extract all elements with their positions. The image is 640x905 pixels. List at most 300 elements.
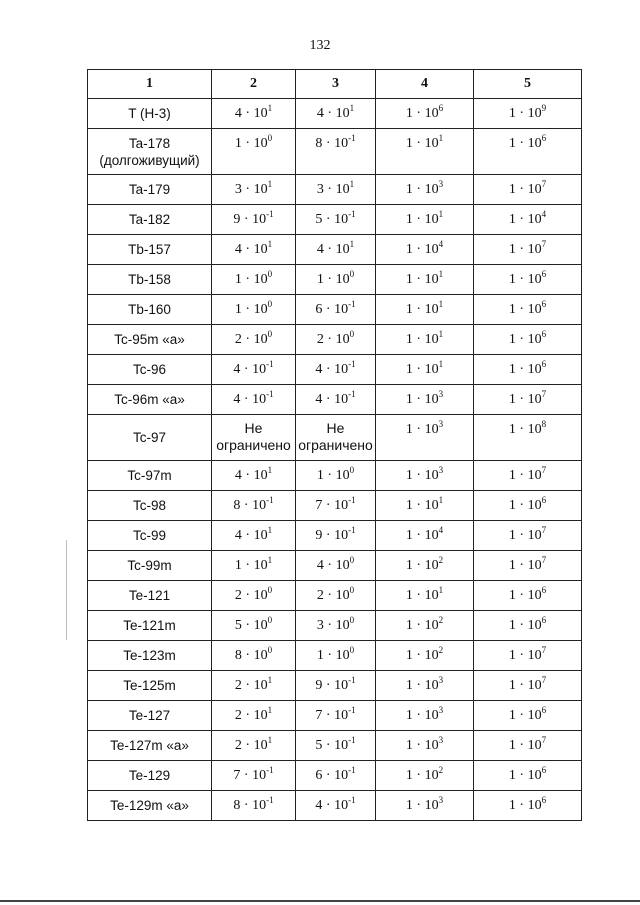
mantissa: 1 bbox=[508, 678, 516, 693]
mantissa: 3 bbox=[234, 182, 242, 197]
exponent: 1 bbox=[438, 209, 444, 219]
mantissa: 1 bbox=[405, 392, 413, 407]
value-cell-col4 bbox=[376, 265, 474, 295]
value-cell-col2 bbox=[212, 99, 296, 129]
exponent: -1 bbox=[348, 735, 356, 745]
value-cell-col2 bbox=[212, 611, 296, 641]
multiply-dot: · 10 bbox=[323, 242, 350, 257]
mantissa: 1 bbox=[405, 708, 413, 723]
multiply-dot: · 10 bbox=[241, 302, 268, 317]
mantissa: 1 bbox=[405, 798, 413, 813]
exponent: 3 bbox=[438, 735, 444, 745]
value-cell-col3 bbox=[296, 99, 376, 129]
multiply-dot: · 10 bbox=[515, 212, 542, 227]
multiply-dot: · 10 bbox=[412, 136, 439, 151]
value-cell-col2 bbox=[212, 385, 296, 415]
multiply-dot: · 10 bbox=[323, 558, 350, 573]
exponent: -1 bbox=[348, 133, 356, 143]
exponent: 0 bbox=[349, 465, 355, 475]
value-cell-col3 bbox=[296, 611, 376, 641]
multiply-dot: · 10 bbox=[241, 678, 268, 693]
exponent: 6 bbox=[541, 269, 547, 279]
unlimited-text: Не ограничено bbox=[216, 420, 291, 453]
table-row bbox=[88, 521, 582, 551]
exponent: -1 bbox=[348, 705, 356, 715]
multiply-dot: · 10 bbox=[412, 588, 439, 603]
exponent: 1 bbox=[438, 495, 444, 505]
value-cell-col4 bbox=[376, 611, 474, 641]
value-cell-col3 bbox=[296, 731, 376, 761]
nuclide-cell: Tc-96m «a» bbox=[88, 385, 212, 415]
value-cell-col2 bbox=[212, 355, 296, 385]
exponent: 0 bbox=[349, 269, 355, 279]
value-cell-col5 bbox=[474, 611, 582, 641]
value-cell-col3 bbox=[296, 671, 376, 701]
nuclide-cell: T (H-3) bbox=[88, 99, 212, 129]
multiply-dot: · 10 bbox=[240, 392, 267, 407]
mantissa: 1 bbox=[405, 272, 413, 287]
value-cell-col4 bbox=[376, 761, 474, 791]
exponent: 0 bbox=[349, 585, 355, 595]
mantissa: 2 bbox=[316, 332, 324, 347]
exponent: -1 bbox=[348, 495, 356, 505]
multiply-dot: · 10 bbox=[515, 362, 542, 377]
multiply-dot: · 10 bbox=[515, 106, 542, 121]
mantissa: 4 bbox=[234, 468, 242, 483]
value-cell-col4 bbox=[376, 175, 474, 205]
multiply-dot: · 10 bbox=[241, 332, 268, 347]
value-cell-col3 bbox=[296, 265, 376, 295]
nuclide-cell: Tc-96 bbox=[88, 355, 212, 385]
mantissa: 1 bbox=[508, 212, 516, 227]
table-row bbox=[88, 491, 582, 521]
multiply-dot: · 10 bbox=[241, 106, 268, 121]
multiply-dot: · 10 bbox=[323, 332, 350, 347]
mantissa: 4 bbox=[233, 392, 241, 407]
table-body bbox=[88, 99, 582, 821]
multiply-dot: · 10 bbox=[323, 468, 350, 483]
multiply-dot: · 10 bbox=[515, 618, 542, 633]
mantissa: 4 bbox=[234, 528, 242, 543]
exponent: 0 bbox=[267, 645, 273, 655]
exponent: 3 bbox=[438, 465, 444, 475]
mantissa: 2 bbox=[234, 738, 242, 753]
mantissa: 1 bbox=[508, 468, 516, 483]
multiply-dot: · 10 bbox=[412, 182, 439, 197]
value-cell-col5 bbox=[474, 295, 582, 325]
multiply-dot: · 10 bbox=[412, 648, 439, 663]
exponent: -1 bbox=[348, 525, 356, 535]
value-cell-col3 bbox=[296, 491, 376, 521]
mantissa: 1 bbox=[405, 106, 413, 121]
mantissa: 2 bbox=[234, 678, 242, 693]
nuclide-cell: Ta-179 bbox=[88, 175, 212, 205]
mantissa: 1 bbox=[508, 392, 516, 407]
mantissa: 1 bbox=[316, 648, 324, 663]
nuclide-cell: Tc-97m bbox=[88, 461, 212, 491]
mantissa: 1 bbox=[405, 212, 413, 227]
exponent: -1 bbox=[266, 765, 274, 775]
multiply-dot: · 10 bbox=[515, 392, 542, 407]
value-cell-col3 bbox=[296, 551, 376, 581]
value-cell-col5 bbox=[474, 205, 582, 235]
multiply-dot: · 10 bbox=[240, 798, 267, 813]
multiply-dot: · 10 bbox=[323, 106, 350, 121]
mantissa: 1 bbox=[234, 272, 242, 287]
value-cell-col2 bbox=[212, 265, 296, 295]
table-row bbox=[88, 99, 582, 129]
exponent: -1 bbox=[266, 209, 274, 219]
value-cell-col3 bbox=[296, 761, 376, 791]
mantissa: 7 bbox=[315, 708, 323, 723]
mantissa: 1 bbox=[508, 768, 516, 783]
value-cell-col2 bbox=[212, 129, 296, 175]
mantissa: 2 bbox=[234, 708, 242, 723]
exponent: 9 bbox=[541, 103, 547, 113]
value-cell-col2 bbox=[212, 235, 296, 265]
exponent: 7 bbox=[541, 645, 547, 655]
exponent: -1 bbox=[348, 765, 356, 775]
column-header-3: 3 bbox=[296, 70, 376, 99]
exponent: 7 bbox=[541, 675, 547, 685]
value-cell-col4 bbox=[376, 325, 474, 355]
value-cell-col5 bbox=[474, 235, 582, 265]
exponent: 3 bbox=[438, 179, 444, 189]
multiply-dot: · 10 bbox=[412, 498, 439, 513]
exponent: 0 bbox=[267, 133, 273, 143]
multiply-dot: · 10 bbox=[515, 588, 542, 603]
value-cell-col3 bbox=[296, 205, 376, 235]
exponent: -1 bbox=[266, 795, 274, 805]
value-cell-col3 bbox=[296, 355, 376, 385]
mantissa: 1 bbox=[508, 558, 516, 573]
value-cell-col4 bbox=[376, 701, 474, 731]
mantissa: 1 bbox=[405, 362, 413, 377]
nuclide-cell: Ta-178 (долгоживущий) bbox=[88, 129, 212, 175]
exponent: 0 bbox=[267, 269, 273, 279]
exponent: 7 bbox=[541, 555, 547, 565]
exponent: 3 bbox=[438, 675, 444, 685]
mantissa: 1 bbox=[508, 708, 516, 723]
multiply-dot: · 10 bbox=[412, 332, 439, 347]
table-row bbox=[88, 235, 582, 265]
mantissa: 5 bbox=[234, 618, 242, 633]
multiply-dot: · 10 bbox=[412, 362, 439, 377]
exponent: 0 bbox=[267, 585, 273, 595]
nuclide-cell: Ta-182 bbox=[88, 205, 212, 235]
nuclide-cell: Te-129 bbox=[88, 761, 212, 791]
multiply-dot: · 10 bbox=[322, 528, 349, 543]
exponent: 7 bbox=[541, 389, 547, 399]
exponent: 0 bbox=[267, 299, 273, 309]
value-cell-col3 bbox=[296, 641, 376, 671]
exponent: -1 bbox=[348, 389, 356, 399]
nuclide-cell: Te-123m bbox=[88, 641, 212, 671]
exponent: 6 bbox=[541, 299, 547, 309]
multiply-dot: · 10 bbox=[412, 302, 439, 317]
multiply-dot: · 10 bbox=[323, 618, 350, 633]
nuclide-cell: Tc-99 bbox=[88, 521, 212, 551]
value-cell-col4 bbox=[376, 355, 474, 385]
exponent: 2 bbox=[438, 615, 444, 625]
nuclide-cell: Tb-160 bbox=[88, 295, 212, 325]
multiply-dot: · 10 bbox=[322, 498, 349, 513]
value-cell-col4 bbox=[376, 581, 474, 611]
multiply-dot: · 10 bbox=[412, 798, 439, 813]
mantissa: 3 bbox=[316, 182, 324, 197]
multiply-dot: · 10 bbox=[240, 362, 267, 377]
mantissa: 4 bbox=[315, 798, 323, 813]
multiply-dot: · 10 bbox=[515, 648, 542, 663]
mantissa: 1 bbox=[405, 468, 413, 483]
exponent: 1 bbox=[267, 103, 273, 113]
value-cell-col4 bbox=[376, 129, 474, 175]
mantissa: 2 bbox=[316, 588, 324, 603]
value-cell-col4 bbox=[376, 415, 474, 461]
exponent: 1 bbox=[267, 465, 273, 475]
mantissa: 1 bbox=[508, 242, 516, 257]
multiply-dot: · 10 bbox=[322, 136, 349, 151]
table-row bbox=[88, 205, 582, 235]
exponent: 1 bbox=[438, 133, 444, 143]
table-row bbox=[88, 355, 582, 385]
multiply-dot: · 10 bbox=[241, 558, 268, 573]
exponent: 3 bbox=[438, 795, 444, 805]
multiply-dot: · 10 bbox=[240, 212, 267, 227]
value-cell-col5 bbox=[474, 521, 582, 551]
multiply-dot: · 10 bbox=[322, 678, 349, 693]
mantissa: 1 bbox=[508, 498, 516, 513]
exponent: 3 bbox=[438, 705, 444, 715]
multiply-dot: · 10 bbox=[241, 468, 268, 483]
multiply-dot: · 10 bbox=[412, 422, 439, 437]
multiply-dot: · 10 bbox=[515, 768, 542, 783]
exponent: 6 bbox=[541, 795, 547, 805]
value-cell-col4 bbox=[376, 385, 474, 415]
value-cell-col2 bbox=[212, 175, 296, 205]
value-cell-col2 bbox=[212, 731, 296, 761]
multiply-dot: · 10 bbox=[412, 106, 439, 121]
value-cell-col4 bbox=[376, 295, 474, 325]
multiply-dot: · 10 bbox=[241, 708, 268, 723]
exponent: 7 bbox=[541, 179, 547, 189]
table-row bbox=[88, 265, 582, 295]
value-cell-col2 bbox=[212, 761, 296, 791]
table-row bbox=[88, 761, 582, 791]
exponent: 1 bbox=[438, 359, 444, 369]
multiply-dot: · 10 bbox=[323, 588, 350, 603]
exponent: 2 bbox=[438, 555, 444, 565]
value-cell-col5 bbox=[474, 791, 582, 821]
exponent: 4 bbox=[438, 239, 444, 249]
mantissa: 1 bbox=[405, 618, 413, 633]
mantissa: 1 bbox=[405, 588, 413, 603]
multiply-dot: · 10 bbox=[515, 182, 542, 197]
mantissa: 1 bbox=[508, 362, 516, 377]
nuclide-cell: Tc-99m bbox=[88, 551, 212, 581]
table-row bbox=[88, 295, 582, 325]
exponent: -1 bbox=[348, 209, 356, 219]
exponent: -1 bbox=[348, 675, 356, 685]
value-cell-col3 bbox=[296, 701, 376, 731]
mantissa: 1 bbox=[508, 648, 516, 663]
exponent: 0 bbox=[349, 329, 355, 339]
mantissa: 6 bbox=[315, 768, 323, 783]
nuclide-cell: Te-127 bbox=[88, 701, 212, 731]
value-cell-col4 bbox=[376, 235, 474, 265]
multiply-dot: · 10 bbox=[515, 558, 542, 573]
mantissa: 1 bbox=[508, 182, 516, 197]
nuclide-cell: Te-121m bbox=[88, 611, 212, 641]
multiply-dot: · 10 bbox=[322, 212, 349, 227]
multiply-dot: · 10 bbox=[412, 528, 439, 543]
value-cell-col3 bbox=[296, 295, 376, 325]
multiply-dot: · 10 bbox=[515, 332, 542, 347]
exponent: -1 bbox=[348, 299, 356, 309]
multiply-dot: · 10 bbox=[515, 302, 542, 317]
exponent: 0 bbox=[349, 645, 355, 655]
multiply-dot: · 10 bbox=[323, 648, 350, 663]
exponent: 1 bbox=[349, 239, 355, 249]
value-cell-col5 bbox=[474, 175, 582, 205]
exponent: -1 bbox=[266, 359, 274, 369]
exponent: 6 bbox=[541, 329, 547, 339]
exponent: 6 bbox=[541, 615, 547, 625]
value-cell-col3 bbox=[296, 415, 376, 461]
multiply-dot: · 10 bbox=[240, 768, 267, 783]
mantissa: 1 bbox=[508, 588, 516, 603]
mantissa: 3 bbox=[316, 618, 324, 633]
value-cell-col4 bbox=[376, 731, 474, 761]
column-header-4: 4 bbox=[376, 70, 474, 99]
scan-bottom-edge bbox=[0, 900, 640, 902]
value-cell-col2 bbox=[212, 551, 296, 581]
table-row bbox=[88, 415, 582, 461]
exponent: 4 bbox=[438, 525, 444, 535]
multiply-dot: · 10 bbox=[241, 738, 268, 753]
multiply-dot: · 10 bbox=[323, 182, 350, 197]
mantissa: 1 bbox=[405, 528, 413, 543]
exponent: 6 bbox=[541, 495, 547, 505]
value-cell-col4 bbox=[376, 791, 474, 821]
mantissa: 1 bbox=[234, 558, 242, 573]
nuclide-cell: Tb-157 bbox=[88, 235, 212, 265]
exponent: 7 bbox=[541, 735, 547, 745]
mantissa: 1 bbox=[508, 618, 516, 633]
mantissa: 9 bbox=[315, 528, 323, 543]
mantissa: 9 bbox=[233, 212, 241, 227]
exponent: 0 bbox=[349, 615, 355, 625]
exponent: -1 bbox=[266, 495, 274, 505]
exponent: 2 bbox=[438, 765, 444, 775]
value-cell-col3 bbox=[296, 129, 376, 175]
value-cell-col2 bbox=[212, 581, 296, 611]
exponent: 1 bbox=[267, 705, 273, 715]
multiply-dot: · 10 bbox=[412, 558, 439, 573]
multiply-dot: · 10 bbox=[515, 468, 542, 483]
mantissa: 4 bbox=[315, 362, 323, 377]
scan-margin-line bbox=[66, 540, 67, 640]
value-cell-col4 bbox=[376, 99, 474, 129]
mantissa: 1 bbox=[405, 242, 413, 257]
nuclide-cell: Te-127m «a» bbox=[88, 731, 212, 761]
exponent: 1 bbox=[267, 675, 273, 685]
exponent: 1 bbox=[438, 269, 444, 279]
exponent: 6 bbox=[438, 103, 444, 113]
nuclide-cell: Tc-95m «a» bbox=[88, 325, 212, 355]
multiply-dot: · 10 bbox=[241, 648, 268, 663]
mantissa: 1 bbox=[508, 528, 516, 543]
mantissa: 1 bbox=[508, 332, 516, 347]
exponent: 6 bbox=[541, 585, 547, 595]
exponent: 6 bbox=[541, 133, 547, 143]
value-cell-col5 bbox=[474, 129, 582, 175]
table-row bbox=[88, 791, 582, 821]
multiply-dot: · 10 bbox=[241, 588, 268, 603]
multiply-dot: · 10 bbox=[241, 618, 268, 633]
column-header-1: 1 bbox=[88, 70, 212, 99]
nuclide-cell: Te-121 bbox=[88, 581, 212, 611]
mantissa: 7 bbox=[315, 498, 323, 513]
mantissa: 5 bbox=[315, 738, 323, 753]
unlimited-text: Не ограничено bbox=[298, 420, 373, 453]
table-row bbox=[88, 385, 582, 415]
value-cell-col4 bbox=[376, 521, 474, 551]
value-cell-col3 bbox=[296, 325, 376, 355]
mantissa: 4 bbox=[316, 558, 324, 573]
exponent: 1 bbox=[267, 239, 273, 249]
value-cell-col5 bbox=[474, 415, 582, 461]
mantissa: 6 bbox=[315, 302, 323, 317]
exponent: 6 bbox=[541, 765, 547, 775]
value-cell-col2 bbox=[212, 641, 296, 671]
nuclide-cell: Tc-97 bbox=[88, 415, 212, 461]
multiply-dot: · 10 bbox=[515, 738, 542, 753]
value-cell-col3 bbox=[296, 521, 376, 551]
multiply-dot: · 10 bbox=[515, 498, 542, 513]
mantissa: 4 bbox=[315, 392, 323, 407]
mantissa: 4 bbox=[316, 106, 324, 121]
multiply-dot: · 10 bbox=[412, 272, 439, 287]
exponent: 1 bbox=[438, 585, 444, 595]
exponent: 3 bbox=[438, 419, 444, 429]
value-cell-col2 bbox=[212, 461, 296, 491]
multiply-dot: · 10 bbox=[241, 182, 268, 197]
value-cell-col2 bbox=[212, 325, 296, 355]
multiply-dot: · 10 bbox=[515, 242, 542, 257]
value-cell-col4 bbox=[376, 205, 474, 235]
exponent: 7 bbox=[541, 239, 547, 249]
exponent: 1 bbox=[267, 735, 273, 745]
mantissa: 8 bbox=[233, 498, 241, 513]
value-cell-col3 bbox=[296, 461, 376, 491]
mantissa: 4 bbox=[234, 242, 242, 257]
mantissa: 1 bbox=[405, 498, 413, 513]
value-cell-col5 bbox=[474, 99, 582, 129]
nuclide-cell: Te-129m «a» bbox=[88, 791, 212, 821]
exponent: 7 bbox=[541, 465, 547, 475]
exponent: 6 bbox=[541, 359, 547, 369]
mantissa: 8 bbox=[315, 136, 323, 151]
table-row bbox=[88, 129, 582, 175]
mantissa: 1 bbox=[405, 678, 413, 693]
nuclide-cell: Te-125m bbox=[88, 671, 212, 701]
value-cell-col5 bbox=[474, 491, 582, 521]
mantissa: 4 bbox=[234, 106, 242, 121]
value-cell-col5 bbox=[474, 581, 582, 611]
table-row bbox=[88, 175, 582, 205]
value-cell-col5 bbox=[474, 641, 582, 671]
